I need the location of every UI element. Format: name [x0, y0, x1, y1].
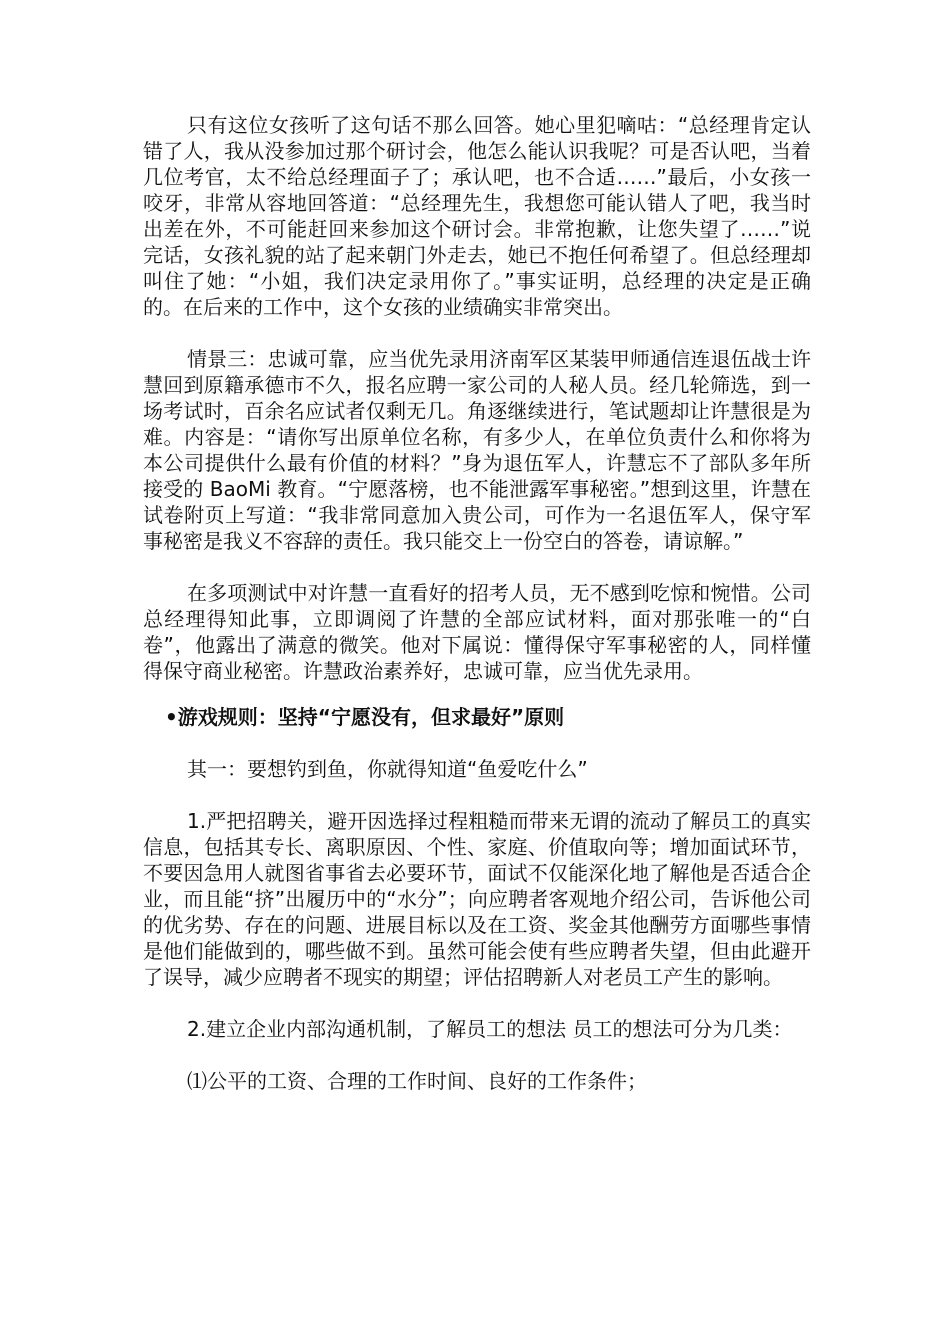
bullet-icon: •	[165, 705, 178, 729]
document-body	[143, 112, 811, 1094]
paragraph-sub-item-one: ⑴公平的工资、合理的工作时间、良好的工作条件；	[187, 1069, 647, 1093]
section-heading	[143, 704, 811, 730]
paragraph-scenario-three-result: 在多项测试中对许慧一直看好的招考人员，无不感到吃惊和惋惜。公司总经理得知此事，立即调阅了许慧的全部应试材料，面对那张唯一的“白卷”，他露出了满意的微笑。他对下属说：懂得保守军事秘密的人，同样懂得保守商业秘密。许慧政治素养好，忠诚可靠，应当优先录用。	[143, 581, 811, 683]
paragraph-scenario-three: 情景三：忠诚可靠，应当优先录用济南军区某装甲师通信连退伍战士许慧回到原籍承德市不久，报名应聘一家公司的人秘人员。经几轮筛选，到一场考试时，百余名应试者仅剩无几。角逐继续进行，笔试题却让许慧很是为难。内容是：“请你写出原单位名称，有多少人，在单位负责什么和你将为本公司提供什么最有价值的材料？”身为退伍军人，许慧忘不了部队多年所接受的 BaoMi 教育。“宁愿落榜，也不能泄露军事秘密。”想到这里，许慧在试卷附页上写道：“我非常同意加入贵公司，可作为一名退伍军人，保守军事秘密是我义不容辞的责任。我只能交上一份空白的答卷，请谅解。”	[143, 347, 811, 553]
paragraph-story-ending: 只有这位女孩听了这句话不那么回答。她心里犯嘀咕：“总经理肯定认错了人，我从没参加过那个研讨会，他怎么能认识我呢？可是否认吧，当着几位考官，太不给总经理面子了；承认吧，也不合适……”最后，小女孩一咬牙，非常从容地回答道：“总经理先生，我想您可能认错人了吧，我当时出差在外，不可能赶回来参加这个研讨会。非常抱歉，让您失望了……”说完话，女孩礼貌的站了起来朝门外走去，她已不抱任何希望了。但总经理却叫住了她：“小姐，我们决定录用你了。”事实证明，总经理的决定是正确的。在后来的工作中，这个女孩的业绩确实非常突出。	[143, 113, 811, 319]
paragraph-point-one: 1.严把招聘关，避开因选择过程粗糙而带来无谓的流动了解员工的真实信息，包括其专长、离职原因、个性、家庭、价值取向等；增加面试环节，不要因急用人就图省事省去必要环节，面试不仅能深化地了解他是否适合企业，而且能“挤”出履历中的“水分”；向应聘者客观地介绍公司，告诉他公司的优劣势、存在的问题、进展目标以及在工资、奖金其他酬劳方面哪些事情是他们能做到的，哪些做不到。虽然可能会使有些应聘者失望，但由此避开了误导，减少应聘者不现实的期望；评估招聘新人对老员工产生的影响。	[143, 809, 811, 989]
paragraph-point-two: 2.建立企业内部沟通机制，了解员工的想法 员工的想法可分为几类：	[187, 1017, 793, 1041]
paragraph-rule-one: 其一：要想钓到鱼，你就得知道“鱼爱吃什么”	[187, 757, 588, 781]
section-heading-text: 游戏规则：坚持“宁愿没有，但求最好”原则	[177, 705, 565, 729]
